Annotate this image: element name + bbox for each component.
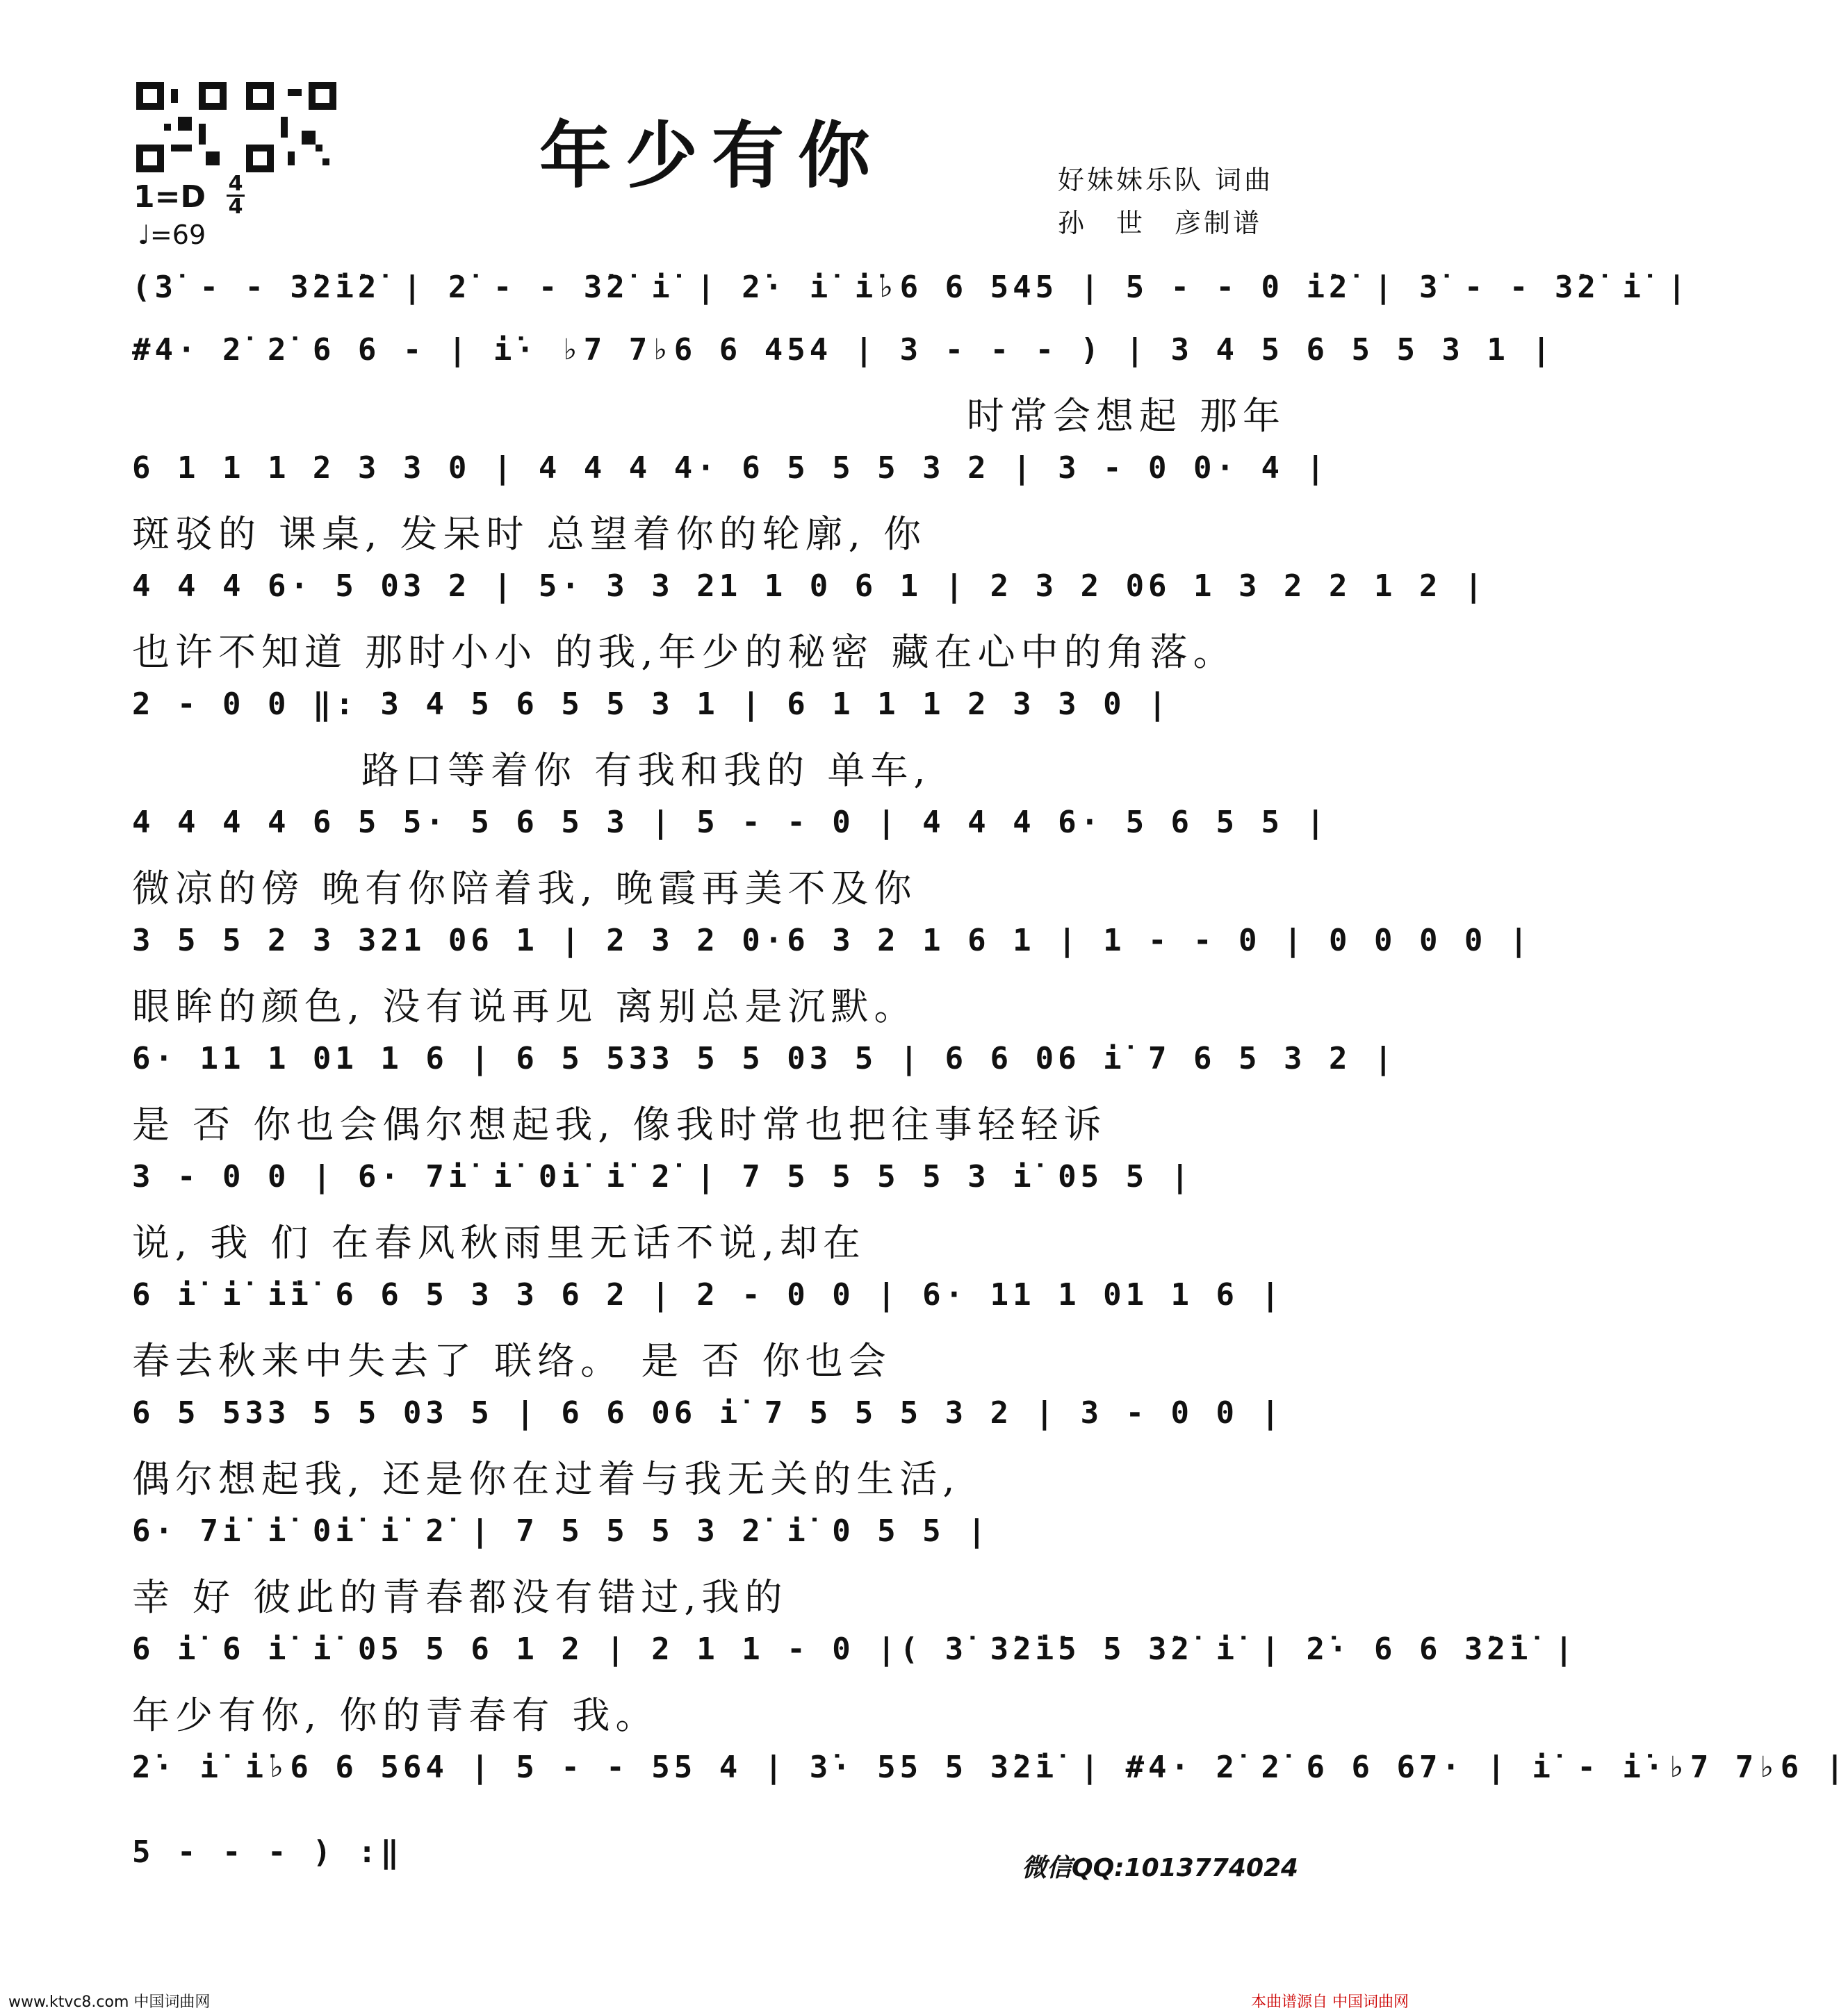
lyrics-line: 眼眸的颜色, 没有说再见 离别总是沉默。 — [132, 985, 917, 1028]
contact-footnote: 微信QQ:1013774024 — [1022, 1854, 1299, 1882]
notation-line: 3 - 0 0 | 6· 7i̇ i̇ 0i̇ i̇ 2̇ | 7 5 5 5 5 3 i̇ 05 5 | — [132, 1159, 1194, 1194]
song-title: 年少有你 — [539, 113, 884, 198]
lyrics-line: 偶尔想起我, 还是你在过着与我无关的生活, — [132, 1457, 960, 1501]
notation-line: 6· 7i̇ i̇ 0i̇ i̇ 2̇ | 7 5 5 5 3 2̇ i̇ 0 5 5 | — [132, 1513, 990, 1549]
lyrics-line: 是 否 你也会偶尔想起我, 像我时常也把往事轻轻诉 — [132, 1103, 1107, 1147]
source-watermark-left: www.ktvc8.com 中国词曲网 — [8, 1994, 211, 2011]
lyricist-composer-credit: 好妹妹乐队 词曲 — [1058, 165, 1274, 195]
time-signature-bottom: 4 — [228, 195, 243, 219]
lyrics-line: 幸 好 彼此的青春都没有错过,我的 — [132, 1575, 788, 1619]
notation-line: 3 5 5 2 3 321 06 1 | 2 3 2 0·6 3 2 1 6 1 | 1 - - 0 | 0 0 0 0 | — [132, 923, 1532, 958]
notation-line: 6 1 1 1 2 3 3 0 | 4 4 4 4· 6 5 5 5 3 2 | 3 - 0 0· 4 | — [132, 450, 1329, 486]
notation-line: 6· 11 1 01 1 6 | 6 5 533 5 5 03 5 | 6 6 06 i̇ 7 6 5 3 2 | — [132, 1041, 1397, 1076]
source-watermark-right: 本曲谱源自 中国词曲网 — [1251, 1994, 1409, 2011]
notation-line: #4· 2̇ 2̇ 6 6 - | i̇· ♭7 7♭6 6 454 | 3 - - - ) | 3 4 5 6 5 5 3 1 | — [132, 332, 1555, 368]
transcriber-credit: 孙 世 彦制谱 — [1058, 208, 1263, 238]
lyrics-line: 斑驳的 课桌, 发呆时 总望着你的轮廓, 你 — [132, 512, 926, 556]
lyrics-line: 也许不知道 那时小小 的我,年少的秘密 藏在心中的角落。 — [132, 630, 1236, 674]
lyrics-line — [132, 1889, 1286, 1944]
notation-line: 6 i̇ i̇ i̇i̇ 6 6 5 3 3 6 2 | 2 - 0 0 | 6· 11 1 01 1 6 | — [132, 1277, 1284, 1313]
key-signature: 1=D — [133, 179, 206, 215]
time-signature-top: 4 — [228, 172, 243, 196]
notation-line: 5 - - - ) :‖ — [132, 1834, 403, 1870]
notation-line: 4 4 4 4 6 5 5· 5 6 5 3 | 5 - - 0 | 4 4 4 6· 5 6 5 5 | — [132, 805, 1329, 840]
tempo-marking: ♩=69 — [138, 220, 206, 250]
time-signature — [227, 174, 245, 217]
lyrics-line: 时常会想起 那年 — [966, 394, 1286, 438]
lyrics-line: 年少有你, 你的青春有 我。 — [132, 1693, 659, 1737]
notation-line: (3̇ - - 3̇2̇i̇2̇ | 2̇ - - 3̇2̇ i̇ | 2̇· i̇ i̇♭6 6 545 | 5 - - 0 i̇2̇ | 3̇ - - 3̇2̇ i̇ | — [132, 270, 1690, 305]
lyrics-line: 说, 我 们 在春风秋雨里无话不说,却在 — [132, 1221, 866, 1265]
notation-line: 2 - 0 0 ‖: 3 4 5 6 5 5 3 1 | 6 1 1 1 2 3 3 0 | — [132, 687, 1171, 722]
notation-line: 2̇· i̇ i̇♭6 6 564 | 5 - - 55 4 | 3̇· 55 5 3̇2̇i̇ | #4· 2̇ 2̇ 6 6 67· | i̇ - i̇·♭7 7♭6 | — [132, 1750, 1848, 1785]
notation-line: 6 5 533 5 5 03 5 | 6 6 06 i̇ 7 5 5 5 3 2 | 3 - 0 0 | — [132, 1395, 1284, 1431]
lyrics-line: 春去秋来中失去了 联络。 是 否 你也会 — [132, 1339, 892, 1383]
notation-line: 4 4 4 6· 5 03 2 | 5· 3 3 21 1 0 6 1 | 2 3 2 06 1 3 2 2 1 2 | — [132, 568, 1487, 604]
lyrics-line: 微凉的傍 晚有你陪着我, 晚霞再美不及你 — [132, 866, 917, 910]
notation-line: 6 i̇ 6 i̇ i̇ 05 5 6 1 2 | 2 1 1 - 0 |( 3̇ 3̇2̇i̇5 5 3̇2̇ i̇ | 2̇· 6 6 3̇2̇i̇ | — [132, 1632, 1578, 1667]
lyrics-line: 路口等着你 有我和我的 单车, — [361, 748, 931, 792]
